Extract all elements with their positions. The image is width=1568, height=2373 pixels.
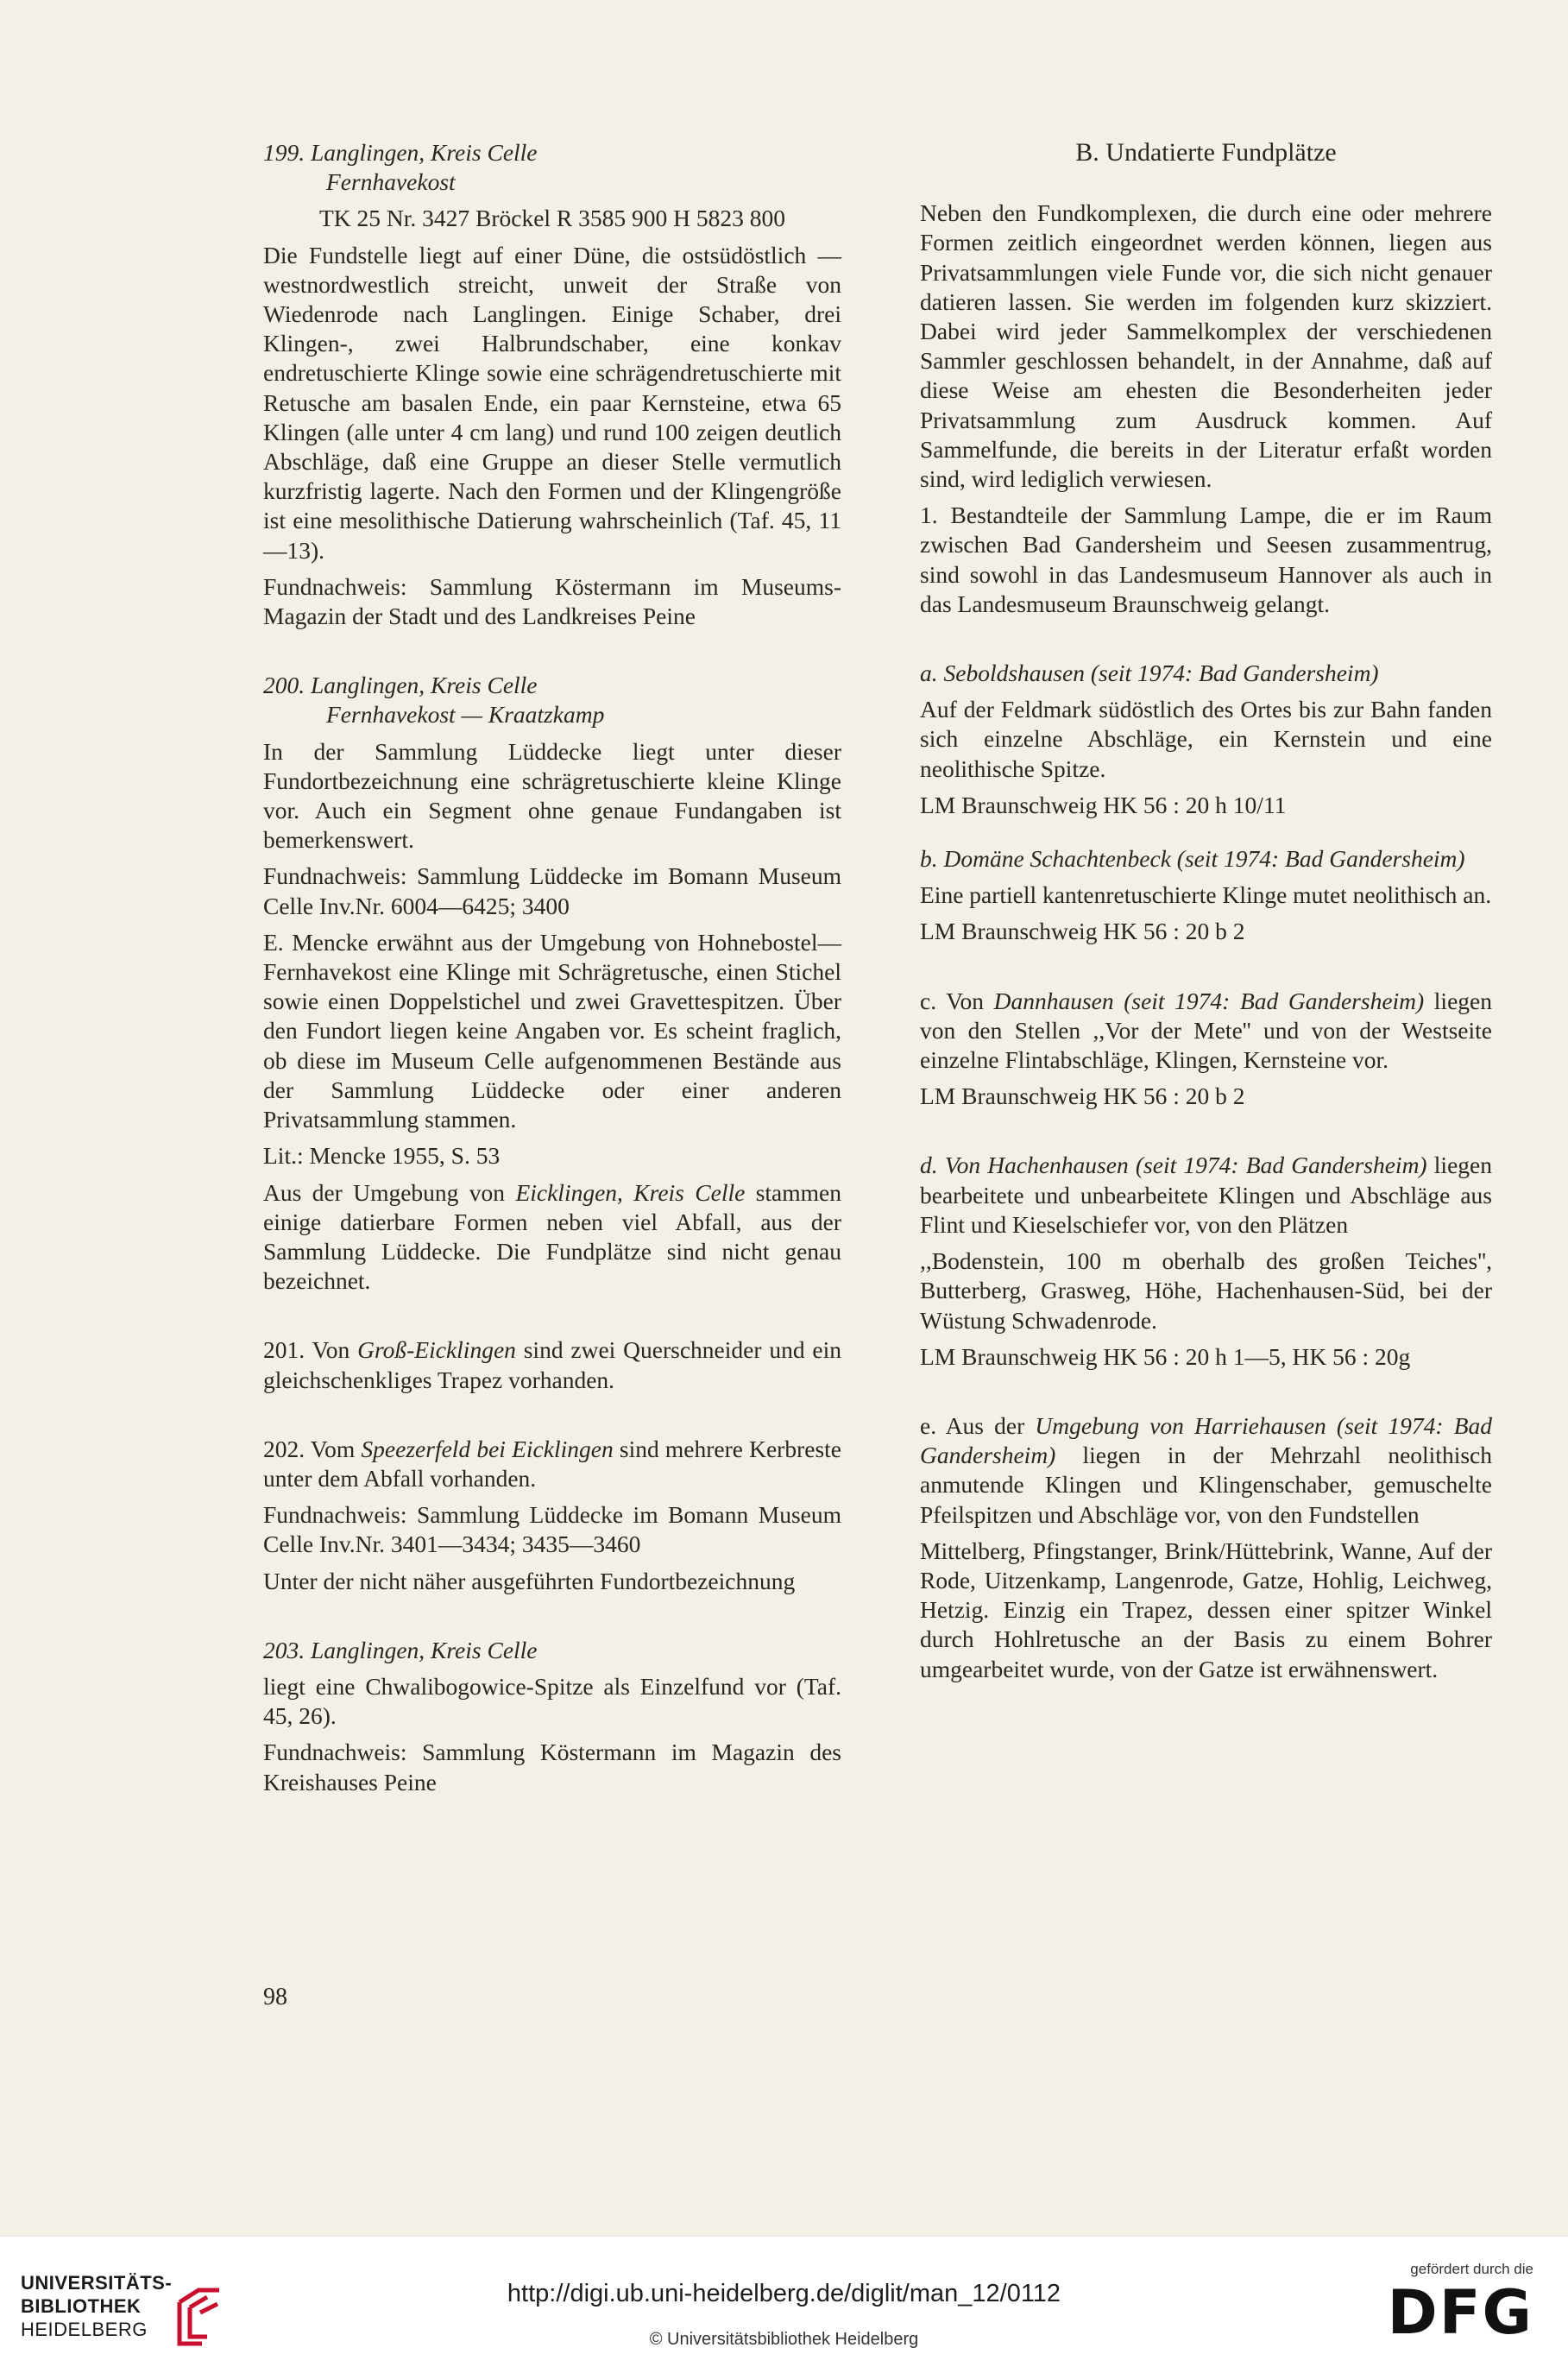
entry-201: 201. Von Groß-Eicklingen sind zwei Querschneider und ein gleichschenkliges Trapez vorhanden. (263, 1336, 841, 1393)
entry-heading-line: 200. Langlingen, Kreis Celle (263, 672, 538, 699)
item-a-heading: a. Seboldshausen (seit 1974: Bad Gandersheim) (920, 660, 1379, 687)
item-a-text: Auf der Feldmark südöstlich des Ortes bis zur Bahn fanden sich einzelne Abschläge, ein Kernstein und eine neolithische Spitze. (920, 696, 1492, 782)
section-title: B. Undatierte Fundplätze (1075, 138, 1337, 167)
funder-block[interactable] (1361, 2261, 1533, 2347)
entry-199-text: Die Fundstelle liegt auf einer Düne, die ostsüdöstlich — westnordwestlich streicht, unweit der Straße von Wiedenrode nach Langlingen. Einige Schaber, drei Klingen-, zwei Halbrundschaber, eine konkav endretuschierte Klinge sowie eine schrägendretuschierte mit Retusche am basalen Ende, ein paar Kernsteine, etwa 65 Klingen (alle unter 4 cm lang) und rund 100 zeigen deutlich Abschläge, daß eine Gruppe an dieser Stelle vermutlich kurzfristig lagerte. Nach den Formen und der Klingengröße ist eine mesolithische Datierung wahrscheinlich (Taf. 45, 11—13). (263, 241, 841, 564)
item-b-heading: b. Domäne Schachtenbeck (seit 1974: Bad Gandersheim) (920, 845, 1465, 873)
page-number: 98 (263, 1984, 287, 2010)
item-d-text: d. Von Hachenhausen (seit 1974: Bad Gandersheim) liegen bearbeitete und unbearbeitete Klingen und Abschläge aus Flint und Kieselschiefer vor, von den Plätzen (920, 1152, 1492, 1238)
entry-202-source: Fundnachweis: Sammlung Lüddecke im Bomann Museum Celle Inv.Nr. 3401—3434; 3435—3460 (263, 1501, 841, 1558)
entry-200-heading (263, 671, 841, 729)
item-b-text: Eine partiell kantenretuschierte Klinge mutet neolithisch an. (920, 881, 1492, 909)
footer-bar (0, 2236, 1568, 2373)
item-d-ref: LM Braunschweig HK 56 : 20 h 1—5, HK 56 : 20g (920, 1342, 1411, 1370)
library-name-line: HEIDELBERG (21, 2319, 148, 2340)
place-name: Umgebung von Harriehausen (seit 1974: Bad Gandersheim) (920, 1411, 1492, 1469)
item-b-ref: LM Braunschweig HK 56 : 20 b 2 (920, 918, 1245, 945)
place-name: Dannhausen (seit 1974: Bad Gandersheim) (993, 987, 1425, 1014)
entry-199-heading (263, 138, 841, 197)
entry-200-text: In der Sammlung Lüddecke liegt unter dieser Fundortbezeichnung eine schrägretuschierte kleine Klinge vor. Auch ein Segment ohne genaue Fundangaben ist bemerkenswert. (263, 737, 841, 854)
library-name-line: BIBLIOTHEK (21, 2295, 142, 2317)
place-name: Groß-Eicklingen (357, 1336, 516, 1364)
entry-200-text3: Aus der Umgebung von Eicklingen, Kreis Celle stammen einige datierbare Formen neben viel Abfall, aus der Sammlung Lüddecke. Die Fundplätze sind nicht genau bezeichnet. (263, 1178, 841, 1295)
item-d-places: ,,Bodenstein, 100 m oberhalb des großen Teiches'', Butterberg, Grasweg, Höhe, Hachenhausen-Süd, bei der Wüstung Schwadenrode. (920, 1247, 1492, 1334)
entry-heading-line: 199. Langlingen, Kreis Celle (263, 139, 538, 166)
place-name: Eicklingen, Kreis Celle (515, 1178, 746, 1206)
item-c-text: c. Von Dannhausen (seit 1974: Bad Gandersheim) liegen von den Stellen ,,Vor der Mete'' und von der Westseite einzelne Flintabschläge, Klingen, Kernsteine vor. (920, 987, 1492, 1074)
permalink-url[interactable]: http://digi.ub.uni-heidelberg.de/diglit/man_12/0112 (507, 2280, 1061, 2307)
item-a-ref: LM Braunschweig HK 56 : 20 h 10/11 (920, 791, 1287, 818)
place-name: Speezerfeld bei Eicklingen (361, 1435, 614, 1462)
funder-caption: gefördert durch die (1410, 2261, 1533, 2277)
entry-203-source: Fundnachweis: Sammlung Köstermann im Magazin des Kreishauses Peine (263, 1739, 841, 1796)
right-column (920, 138, 1492, 1691)
library-name-line: UNIVERSITÄTS- (21, 2272, 173, 2294)
entry-202-text2: Unter der nicht näher ausgeführten Fundortbezeichnung (263, 1567, 796, 1594)
item-e-places: Mittelberg, Pfingstanger, Brink/Hüttebrink, Wanne, Auf der Rode, Uitzenkamp, Langenrode, Gatze, Hohlig, Leichweg, Hetzig. Einzig ein Trapez, dessen einer spitzer Winkel durch Hohlretusche an der Basis zu einem Bohrer umgearbeitet wurde, von der Gatze ist erwähnenswert. (920, 1537, 1492, 1682)
item-e-text: e. Aus der Umgebung von Harriehausen (seit 1974: Bad Gandersheim) liegen in der Mehrzahl neolithisch anmutende Klingen und Klingenschaber, gemuschelte Pfeilspitzen und Abschläge vor, von den Fundstellen (920, 1411, 1492, 1528)
intro-paragraph: Neben den Fundkomplexen, die durch eine oder mehrere Formen zeitlich eingeordnet werden können, liegen aus Privatsammlungen viele Funde vor, die sich nicht genauer datieren lassen. Sie werden im folgenden kurz skizziert. Dabei wird jeder Sammelkomplex der verschiedenen Sammler geschlossen behandelt, in der Annahme, daß auf diese Weise am ehesten die Besonderheiten jeder Privatsammlung zum Ausdruck kommen. Auf Sammelfunde, die bereits in der Literatur erfaßt worden sind, wird lediglich verwiesen. (920, 199, 1492, 493)
entry-heading-subline: Fernhavekost — Kraatzkamp (326, 701, 605, 729)
entry-200-literature: Lit.: Mencke 1955, S. 53 (263, 1142, 501, 1170)
copyright-notice: © Universitätsbibliothek Heidelberg (649, 2330, 919, 2349)
paragraph-1: 1. Bestandteile der Sammlung Lampe, die er im Raum zwischen Bad Gandersheim und Seesen zusammentrug, sind sowohl in das Landesmuseum Hannover als auch in das Landesmuseum Braunschweig gelangt. (920, 502, 1492, 617)
entry-199-source: Fundnachweis: Sammlung Köstermann im Museums-Magazin der Stadt und des Landkreises Peine (263, 572, 841, 630)
dfg-logo: DFG (1387, 2277, 1533, 2348)
entry-heading-subline: Fernhavekost (326, 168, 456, 196)
entry-202: 202. Vom Speezerfeld bei Eicklingen sind mehrere Kerbreste unter dem Abfall vorhanden. (263, 1435, 841, 1492)
entry-200-text2: E. Mencke erwähnt aus der Umgebung von Hohnebostel—Fernhavekost eine Klinge mit Schrägretusche, einen Stichel sowie einen Doppelstichel und zwei Gravettespitzen. Über den Fundort liegen keine Angaben vor. Es scheint fraglich, ob diese im Museum Celle aufgenommenen Bestände aus der Sammlung Lüddecke oder einer anderen Privatsammlung stammen. (263, 928, 841, 1133)
item-c-ref: LM Braunschweig HK 56 : 20 b 2 (920, 1082, 1245, 1110)
entry-203-heading: 203. Langlingen, Kreis Celle (263, 1636, 538, 1663)
left-column (263, 138, 841, 1804)
entry-203-text: liegt eine Chwalibogowice-Spitze als Einzelfund vor (Taf. 45, 26). (263, 1672, 841, 1730)
entry-199-coords: TK 25 Nr. 3427 Bröckel R 3585 900 H 5823 800 (318, 205, 786, 232)
place-name: d. Von Hachenhausen (seit 1974: Bad Gandersheim) (920, 1152, 1427, 1179)
entry-200-source: Fundnachweis: Sammlung Lüddecke im Bomann Museum Celle Inv.Nr. 6004—6425; 3400 (263, 862, 841, 919)
